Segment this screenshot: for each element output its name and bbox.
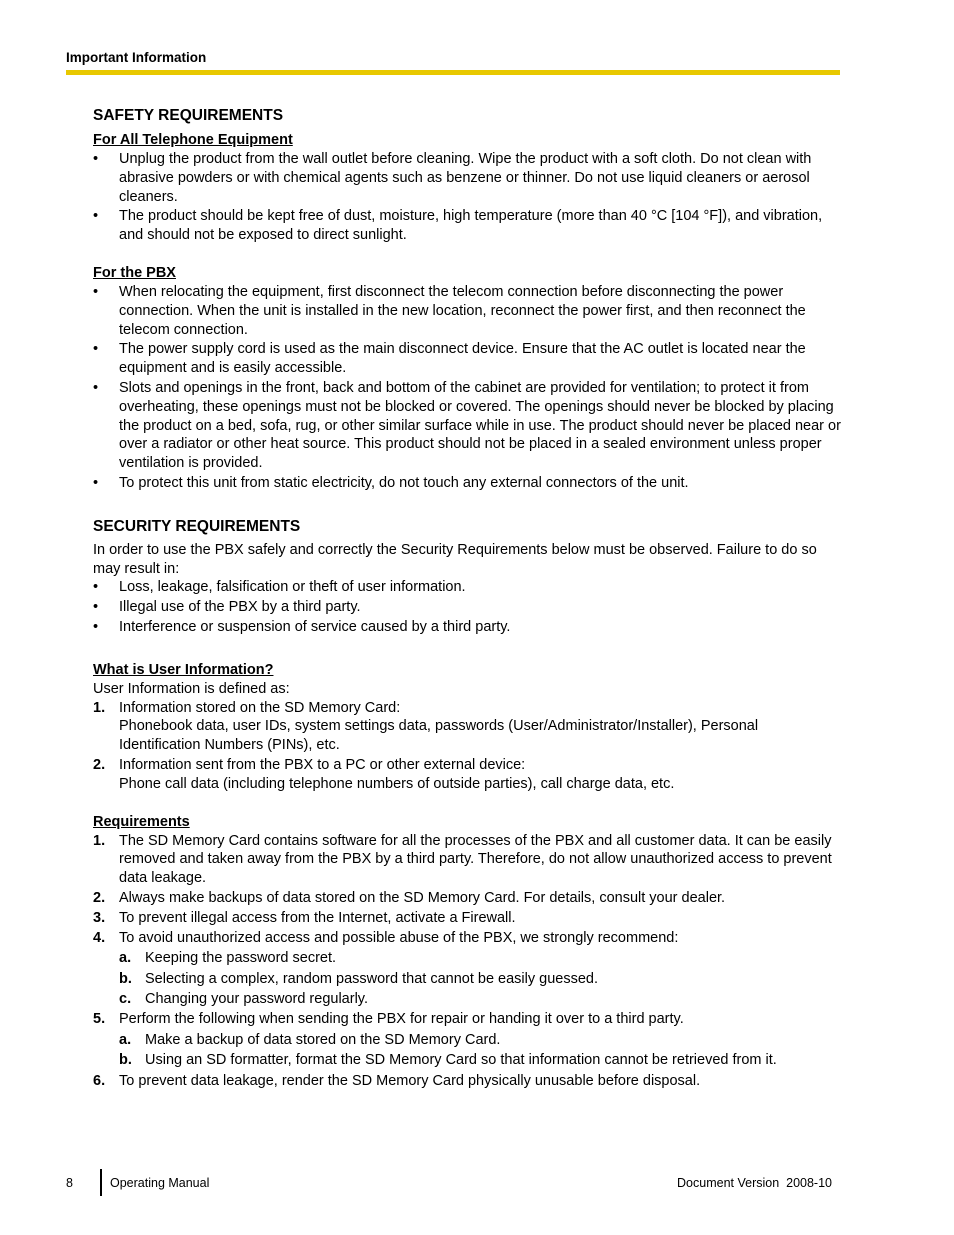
item-detail: Phonebook data, user IDs, system settings data, passwords (User/Administrator/Installer), Personal Identification Numbers (PINs), etc. — [119, 718, 759, 754]
bullet-icon: • — [93, 474, 99, 491]
bullet-icon: • — [93, 379, 99, 396]
sub-item-letter: b. — [119, 970, 132, 987]
list-item: 6. To prevent data leakage, render the SD Memory Card physically unusable before disposal. — [93, 1072, 701, 1089]
list-item: • Interference or suspension of service caused by a third party. — [93, 618, 511, 635]
user-info-intro: User Information is defined as: — [93, 680, 290, 697]
safety-section-title: SAFETY REQUIREMENTS — [93, 107, 284, 124]
list-item: 1. Information stored on the SD Memory Card: Phonebook data, user IDs, system settings data, passwords (User/Administrator/Installer), Personal Identification Numbers (PINs), etc. — [93, 699, 841, 755]
bullet-icon: • — [93, 618, 99, 635]
user-info-list — [93, 699, 841, 794]
sub-list-item: b. Using an SD formatter, format the SD Memory Card so that information cannot be retrieved from it. — [119, 1052, 777, 1069]
list-item: • Unplug the product from the wall outlet before cleaning. Wipe the product with a soft cloth. Do not clean with abrasive powders or with chemical agents such as benzene or thinner. Do not use liquid cleaners or aerosol cleaners. — [93, 151, 812, 205]
bullet-icon: • — [93, 151, 99, 167]
list-item: 4. To avoid unauthorized access and possible abuse of the PBX, we strongly recommend: a. Keeping the password secret. b. Selecting a complex, random password that cannot be easily guessed. c. Changing your password regularly. — [93, 929, 841, 1009]
security-intro: In order to use the PBX safely and correctly the Security Requirements below must be observed. Failure to do so may result in: — [93, 541, 817, 577]
item-detail: Phone call data (including telephone numbers of outside parties), call charge data, etc. — [119, 775, 675, 792]
sub-item-letter: a. — [119, 950, 132, 967]
list-item: • The power supply cord is used as the main disconnect device. Ensure that the AC outlet is located near the equipment and is easily accessible. — [93, 341, 806, 377]
item-number: 5. — [93, 1011, 106, 1028]
list-item: • Slots and openings in the front, back and bottom of the cabinet are provided for ventilation; to protect it from overheating, these openings must not be blocked or covered. The openings should never be blocked by placing the product on a bed, sofa, rug, or other similar surface while in use. The product should never be placed near or over a radiator or other heat source. This product should not be placed in a sealed environment unless proper ventilation is provided. — [93, 379, 841, 472]
sub-list — [119, 1031, 841, 1070]
sub-list-item: c. Changing your password regularly. — [119, 990, 368, 1007]
footer-divider — [100, 1169, 102, 1196]
list-item: • Loss, leakage, falsification or theft of user information. — [93, 579, 466, 596]
list-item: • The product should be kept free of dust, moisture, high temperature (more than 40 °C [104 °F]), and vibration, and should not be exposed to direct sunlight. — [93, 208, 823, 244]
sub-list — [119, 949, 841, 1008]
list-item: • Illegal use of the PBX by a third party. — [93, 599, 361, 616]
item-number: 4. — [93, 929, 106, 946]
pbx-list — [93, 283, 841, 493]
bullet-icon: • — [93, 599, 99, 616]
document-version: Document Version 2008-10 — [677, 1176, 832, 1190]
sub-item-letter: b. — [119, 1052, 132, 1069]
bullet-icon: • — [93, 579, 99, 596]
item-number: 3. — [93, 909, 106, 926]
list-item: 2. Always make backups of data stored on the SD Memory Card. For details, consult your dealer. — [93, 889, 726, 906]
requirements-list — [93, 832, 841, 1091]
item-number: 6. — [93, 1072, 106, 1089]
list-item: • To protect this unit from static electricity, do not touch any external connectors of the unit. — [93, 474, 689, 491]
bullet-icon: • — [93, 283, 99, 300]
requirements-heading: Requirements — [93, 813, 190, 830]
item-number: 1. — [93, 832, 106, 849]
sub-item-letter: c. — [119, 990, 132, 1007]
list-item: 3. To prevent illegal access from the Internet, activate a Firewall. — [93, 909, 516, 926]
page-number: 8 — [66, 1176, 73, 1190]
sub-list-item: a. Keeping the password secret. — [119, 950, 337, 967]
bullet-icon: • — [93, 341, 99, 358]
all-equipment-list — [93, 150, 841, 245]
page-content — [93, 106, 841, 1091]
header-rule — [66, 70, 840, 75]
manual-name: Operating Manual — [110, 1176, 210, 1190]
list-item: 1. The SD Memory Card contains software for all the processes of the PBX and all customer data. It can be easily removed and taken away from the PBX by a third party. Therefore, do not allow unauthorized access to prevent data leakage. — [93, 832, 832, 887]
sub-list-item: a. Make a backup of data stored on the SD Memory Card. — [119, 1031, 501, 1048]
user-info-heading: What is User Information? — [93, 661, 274, 678]
header-title: Important Information — [66, 50, 207, 65]
item-number: 2. — [93, 756, 106, 773]
item-number: 2. — [93, 889, 106, 906]
list-item: • When relocating the equipment, first disconnect the telecom connection before disconnecting the power connection. When the unit is installed in the new location, reconnect the power first, and then reconnect the telecom connection. — [93, 283, 806, 338]
list-item: 5. Perform the following when sending the PBX for repair or handing it over to a third party. a. Make a backup of data stored on the SD Memory Card. b. Using an SD formatter, format the SD Memory Card so that information cannot be retrieved from it. — [93, 1010, 841, 1070]
pbx-heading: For the PBX — [93, 264, 176, 281]
sub-list-item: b. Selecting a complex, random password that cannot be easily guessed. — [119, 970, 598, 987]
security-risk-list — [93, 578, 841, 636]
item-number: 1. — [93, 699, 106, 716]
bullet-icon: • — [93, 208, 99, 225]
list-item: 2. Information sent from the PBX to a PC or other external device: Phone call data (including telephone numbers of outside parties), call charge data, etc. — [93, 756, 841, 794]
security-section-title: SECURITY REQUIREMENTS — [93, 517, 301, 535]
all-equipment-heading: For All Telephone Equipment — [93, 132, 293, 148]
sub-item-letter: a. — [119, 1031, 132, 1048]
